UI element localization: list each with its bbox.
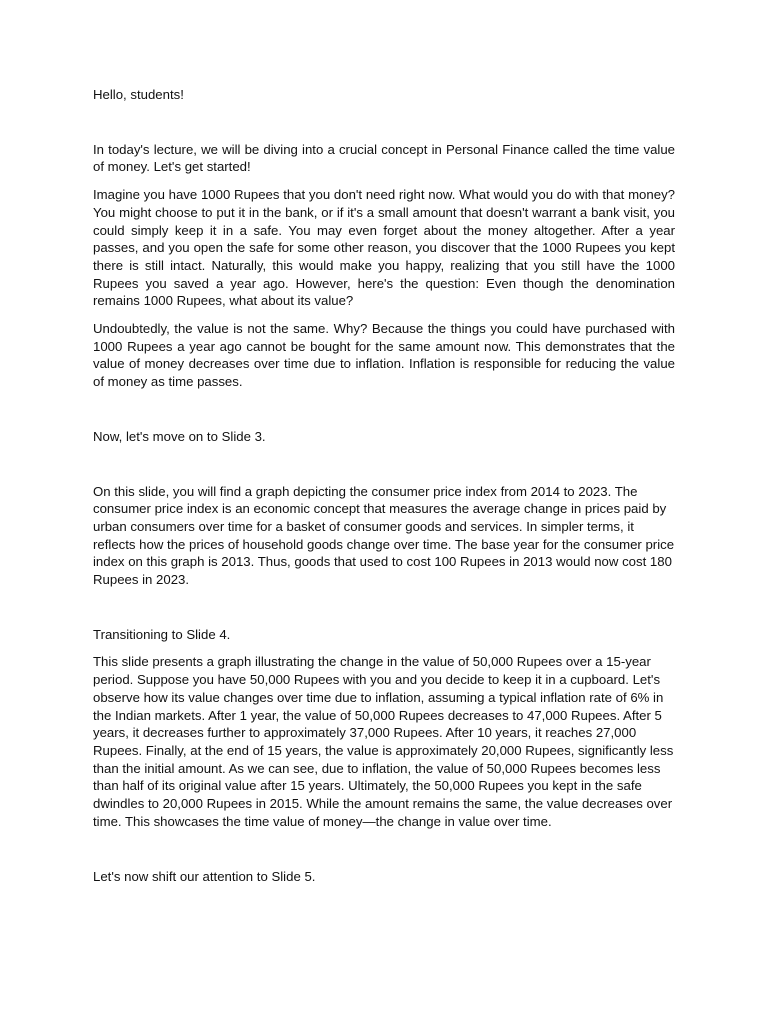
paragraph-1000-rupees: Imagine you have 1000 Rupees that you don't need right now. What would you do with that money? You might choose to put it in the bank, or if it's a small amount that doesn't warrant a bank visit, you could simply keep it in a safe. You may even forget about the money altogether. After a year passes, and you open the safe for some other reason, you discover that the 1000 Rupees you kept there is still intact. Naturally, this would make you happy, realizing that you still have the 1000 Rupees you saved a year ago. However, here's the question: Even though the denomination remains 1000 Rupees, what about its value? xyxy=(93,187,675,309)
slide-5-heading: Let's now shift our attention to Slide 5. xyxy=(93,868,316,884)
document-page xyxy=(93,86,675,885)
greeting: Hello, students! xyxy=(93,87,184,102)
paragraph-intro: In today's lecture, we will be diving into a crucial concept in Personal Finance called the time value of money. Let's get started! xyxy=(93,141,675,175)
slide-4-heading: Transitioning to Slide 4. xyxy=(93,626,231,642)
slide-3-heading: Now, let's move on to Slide 3. xyxy=(93,428,266,444)
paragraph-cpi: On this slide, you will find a graph depicting the consumer price index from 2014 to 2023. The consumer price index is an economic concept that measures the average change in prices paid by urban consumers over time for a basket of consumer goods and services. In simpler terms, it reflects how the prices of household goods change over time. The base year for the consumer price index on this graph is 2013. Thus, goods that used to cost 100 Rupees in 2013 would now cost 180 Rupees in 2023. xyxy=(93,483,675,588)
paragraph-inflation: Undoubtedly, the value is not the same. Why? Because the things you could have purchased with 1000 Rupees a year ago cannot be bought for the same amount now. This demonstrates that the value of money decreases over time due to inflation. Inflation is responsible for reducing the value of money as time passes. xyxy=(93,321,675,390)
paragraph-50000-rupees: This slide presents a graph illustrating the change in the value of 50,000 Rupees over a 15-year period. Suppose you have 50,000 Rupees with you and you decide to keep it in a cupboard. Let's observe how its value changes over time due to inflation, assuming a typical inflation rate of 6% in the Indian markets. After 1 year, the value of 50,000 Rupees decreases to 47,000 Rupees. After 5 years, it decreases further to approximately 37,000 Rupees. After 10 years, it reaches 27,000 Rupees. Finally, at the end of 15 years, the value is approximately 20,000 Rupees, significantly less than the initial amount. As we can see, due to inflation, the value of 50,000 Rupees becomes less than half of its original value after 15 years. Ultimately, the 50,000 Rupees you kept in the safe dwindles to 20,000 Rupees in 2015. While the amount remains the same, the value decreases over time. This showcases the time value of money—the change in value over time. xyxy=(93,654,674,829)
